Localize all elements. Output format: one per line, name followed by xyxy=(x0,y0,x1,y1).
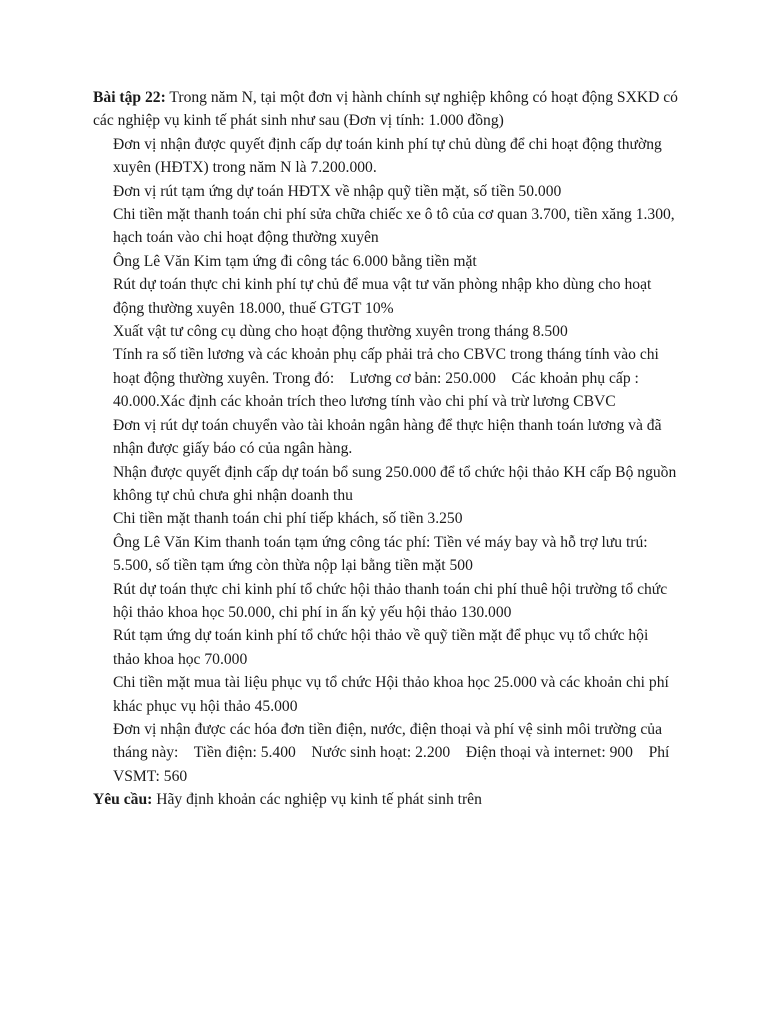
list-item: Đơn vị nhận được các hóa đơn tiền điện, nước, điện thoại và phí vệ sinh môi trường của tháng này: Tiền điện: 5.400 Nước sinh hoạt: 2.200 Điện thoại và internet: 900 Phí VSMT: 560 xyxy=(113,720,673,785)
list-item: Đơn vị nhận được quyết định cấp dự toán kinh phí tự chủ dùng để chi hoạt động thường xuyên (HĐTX) trong năm N là 7.200.000. xyxy=(113,135,662,177)
list-item: Rút dự toán thực chi kinh phí tổ chức hội thảo thanh toán chi phí thuê hội trường tổ chức hội thảo khoa học 50.000, chi phí in ấn kỷ yếu hội thảo 130.000 xyxy=(113,580,668,621)
list-item: Xuất vật tư công cụ dùng cho hoạt động thường xuyên trong tháng 8.500 xyxy=(113,323,568,341)
list-item: Chi tiền mặt mua tài liệu phục vụ tổ chức Hội thảo khoa học 25.000 và các khoản chi phí khác phục vụ hội thảo 45.000 xyxy=(113,674,669,715)
list-item: Chi tiền mặt thanh toán chi phí sửa chữa chiếc xe ô tô của cơ quan 3.700, tiền xăng 1.300, hạch toán vào chi hoạt động thường xuyên xyxy=(113,206,675,247)
exercise-heading: Bài tập 22: xyxy=(93,89,166,106)
list-item: Rút dự toán thực chi kinh phí tự chủ để mua vật tư văn phòng nhập kho dùng cho hoạt động thường xuyên 18.000, thuế GTGT 10% xyxy=(113,276,652,317)
requirement-text: Hãy định khoản các nghiệp vụ kinh tế phát sinh trên xyxy=(152,791,482,809)
list-item: Chi tiền mặt thanh toán chi phí tiếp khách, số tiền 3.250 xyxy=(113,510,463,528)
requirement xyxy=(93,788,678,811)
list-item: Đơn vị rút tạm ứng dự toán HĐTX về nhập quỹ tiền mặt, số tiền 50.000 xyxy=(113,182,562,200)
exercise-intro xyxy=(93,86,678,133)
document-page xyxy=(93,86,678,812)
list-item: Ông Lê Văn Kim tạm ứng đi công tác 6.000 bằng tiền mặt xyxy=(113,252,477,270)
requirement-label: Yêu cầu: xyxy=(93,791,153,809)
list-item: Rút tạm ứng dự toán kinh phí tổ chức hội thảo về quỹ tiền mặt để phục vụ tổ chức hội thảo khoa học 70.000 xyxy=(113,627,649,668)
transaction-list xyxy=(93,133,678,788)
list-item: Tính ra số tiền lương và các khoản phụ cấp phải trả cho CBVC trong tháng tính vào chi hoạt động thường xuyên. Trong đó: Lương cơ bản: 250.000 Các khoản phụ cấp : 40.000.Xác định các khoản trích theo lương tính vào chi phí và trừ lương CBVC xyxy=(113,346,663,411)
list-item: Ông Lê Văn Kim thanh toán tạm ứng công tác phí: Tiền vé máy bay và hỗ trợ lưu trú: 5.500, số tiền tạm ứng còn thừa nộp lại bằng tiền mặt 500 xyxy=(113,533,648,575)
list-item: Nhận được quyết định cấp dự toán bổ sung 250.000 để tổ chức hội thảo KH cấp Bộ nguồn không tự chủ chưa ghi nhận doanh thu xyxy=(113,463,677,504)
exercise-intro-text: Trong năm N, tại một đơn vị hành chính sự nghiệp không có hoạt động SXKD có các nghiệp vụ kinh tế phát sinh như sau (Đơn vị tính: 1.000 đồng) xyxy=(93,89,678,130)
list-item: Đơn vị rút dự toán chuyển vào tài khoản ngân hàng để thực hiện thanh toán lương và đã nhận được giấy báo có của ngân hàng. xyxy=(113,416,662,458)
